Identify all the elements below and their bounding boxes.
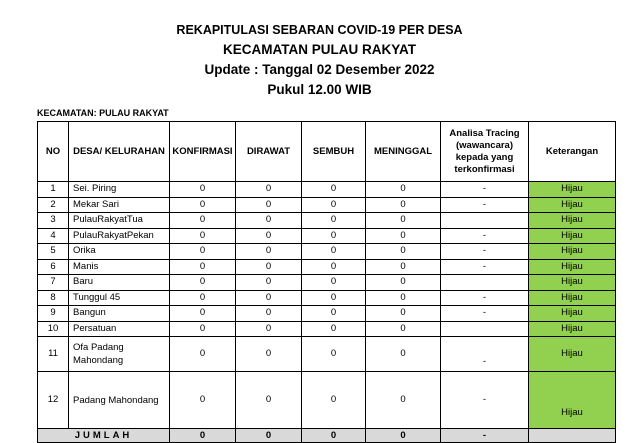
cell-meninggal: 0 [366, 197, 441, 213]
cell-tracing [441, 275, 529, 291]
cell-no: 3 [38, 213, 69, 229]
cell-meninggal: 0 [366, 337, 441, 372]
total-label: JUMLAH [38, 429, 170, 443]
cell-sembuh: 0 [302, 228, 366, 244]
report-subtitle: KECAMATAN PULAU RAKYAT [223, 42, 416, 57]
cell-tracing: - [441, 228, 529, 244]
cell-keterangan: Hijau [529, 306, 616, 322]
cell-konfirmasi: 0 [170, 244, 236, 260]
cell-tracing: - [441, 182, 529, 198]
cell-dirawat: 0 [236, 259, 302, 275]
cell-konfirmasi: 0 [170, 372, 236, 429]
cell-sembuh: 0 [302, 275, 366, 291]
cell-keterangan: Hijau [529, 372, 616, 429]
cell-sembuh: 0 [302, 244, 366, 260]
cell-desa: PulauRakyatPekan [69, 228, 170, 244]
cell-keterangan: Hijau [529, 213, 616, 229]
cell-konfirmasi: 0 [170, 290, 236, 306]
cell-desa: Persatuan [69, 321, 170, 337]
cell-no: 1 [38, 182, 69, 198]
report-title-block [0, 20, 639, 100]
cell-desa: Orika [69, 244, 170, 260]
cell-meninggal: 0 [366, 228, 441, 244]
cell-sembuh: 0 [302, 182, 366, 198]
cell-no: 9 [38, 306, 69, 322]
cell-konfirmasi: 0 [170, 182, 236, 198]
cell-no: 8 [38, 290, 69, 306]
cell-dirawat: 0 [236, 321, 302, 337]
col-header-keterangan: Keterangan [529, 122, 616, 182]
table-row [38, 228, 616, 244]
cell-meninggal: 0 [366, 372, 441, 429]
cell-tracing [441, 321, 529, 337]
cell-sembuh: 0 [302, 197, 366, 213]
cell-no: 12 [38, 372, 69, 429]
cell-meninggal: 0 [366, 290, 441, 306]
table-row [38, 290, 616, 306]
col-header-meninggal: MENINGGAL [366, 122, 441, 182]
cell-desa: Mekar Sari [69, 197, 170, 213]
cell-tracing: - [441, 197, 529, 213]
cell-tracing: - [441, 290, 529, 306]
cell-dirawat: 0 [236, 244, 302, 260]
col-header-tracing: Analisa Tracing (wawancara) kepada yang terkonfirmasi [441, 122, 529, 182]
col-header-konfirmasi: KONFIRMASI [170, 122, 236, 182]
table-row [38, 259, 616, 275]
cell-tracing: - [441, 259, 529, 275]
total-tracing: - [441, 429, 529, 443]
cell-desa: Padang Mahondang [69, 372, 170, 429]
cell-dirawat: 0 [236, 306, 302, 322]
col-header-sembuh: SEMBUH [302, 122, 366, 182]
cell-dirawat: 0 [236, 337, 302, 372]
total-dirawat: 0 [236, 429, 302, 443]
table-row [38, 321, 616, 337]
cell-sembuh: 0 [302, 306, 366, 322]
cell-desa: Ofa Padang Mahondang [69, 337, 170, 372]
table-row [38, 213, 616, 229]
cell-meninggal: 0 [366, 306, 441, 322]
cell-desa: Baru [69, 275, 170, 291]
cell-tracing: - [441, 337, 529, 372]
cell-meninggal: 0 [366, 259, 441, 275]
cell-meninggal: 0 [366, 213, 441, 229]
cell-dirawat: 0 [236, 372, 302, 429]
total-row [38, 429, 616, 443]
col-header-desa: DESA/ KELURAHAN [69, 122, 170, 182]
cell-no: 11 [38, 337, 69, 372]
cell-no: 10 [38, 321, 69, 337]
cell-sembuh: 0 [302, 337, 366, 372]
cell-tracing: - [441, 372, 529, 429]
cell-sembuh: 0 [302, 213, 366, 229]
cell-desa: Bangun [69, 306, 170, 322]
cell-keterangan: Hijau [529, 197, 616, 213]
cell-tracing: - [441, 306, 529, 322]
kecamatan-label: KECAMATAN: PULAU RAKYAT [37, 108, 169, 118]
col-header-no: NO [38, 122, 69, 182]
cell-no: 6 [38, 259, 69, 275]
cell-dirawat: 0 [236, 290, 302, 306]
cell-tracing [441, 213, 529, 229]
table-header-row [38, 122, 616, 182]
cell-konfirmasi: 0 [170, 259, 236, 275]
report-update-time: Pukul 12.00 WIB [267, 82, 372, 97]
cell-no: 5 [38, 244, 69, 260]
cell-meninggal: 0 [366, 275, 441, 291]
cell-konfirmasi: 0 [170, 337, 236, 372]
cell-konfirmasi: 0 [170, 213, 236, 229]
cell-no: 7 [38, 275, 69, 291]
total-keterangan [529, 429, 616, 443]
total-meninggal: 0 [366, 429, 441, 443]
report-title: REKAPITULASI SEBARAN COVID-19 PER DESA [176, 23, 463, 37]
total-sembuh: 0 [302, 429, 366, 443]
cell-konfirmasi: 0 [170, 197, 236, 213]
table-row [38, 244, 616, 260]
cell-keterangan: Hijau [529, 259, 616, 275]
table-row [38, 275, 616, 291]
table-row [38, 306, 616, 322]
cell-dirawat: 0 [236, 197, 302, 213]
cell-konfirmasi: 0 [170, 321, 236, 337]
table-row [38, 197, 616, 213]
cell-konfirmasi: 0 [170, 275, 236, 291]
cell-desa: Tunggul 45 [69, 290, 170, 306]
table-row [38, 182, 616, 198]
cell-meninggal: 0 [366, 321, 441, 337]
cell-keterangan: Hijau [529, 321, 616, 337]
cell-no: 2 [38, 197, 69, 213]
cell-sembuh: 0 [302, 321, 366, 337]
report-update-date: Update : Tanggal 02 Desember 2022 [204, 62, 435, 77]
cell-meninggal: 0 [366, 244, 441, 260]
col-header-dirawat: DIRAWAT [236, 122, 302, 182]
cell-desa: PulauRakyatTua [69, 213, 170, 229]
cell-keterangan: Hijau [529, 244, 616, 260]
cell-konfirmasi: 0 [170, 306, 236, 322]
cell-meninggal: 0 [366, 182, 441, 198]
cell-desa: Sei. Piring [69, 182, 170, 198]
cell-keterangan: Hijau [529, 182, 616, 198]
table-row [38, 372, 616, 429]
cell-keterangan: Hijau [529, 290, 616, 306]
cell-desa: Manis [69, 259, 170, 275]
cell-dirawat: 0 [236, 275, 302, 291]
cell-dirawat: 0 [236, 213, 302, 229]
cell-no: 4 [38, 228, 69, 244]
cell-dirawat: 0 [236, 228, 302, 244]
cell-keterangan: Hijau [529, 337, 616, 372]
total-konfirmasi: 0 [170, 429, 236, 443]
cell-konfirmasi: 0 [170, 228, 236, 244]
cell-tracing: - [441, 244, 529, 260]
table-row [38, 337, 616, 372]
cell-keterangan: Hijau [529, 228, 616, 244]
cell-sembuh: 0 [302, 259, 366, 275]
cell-sembuh: 0 [302, 372, 366, 429]
cell-sembuh: 0 [302, 290, 366, 306]
cell-keterangan: Hijau [529, 275, 616, 291]
cell-dirawat: 0 [236, 182, 302, 198]
covid-table [37, 121, 616, 443]
